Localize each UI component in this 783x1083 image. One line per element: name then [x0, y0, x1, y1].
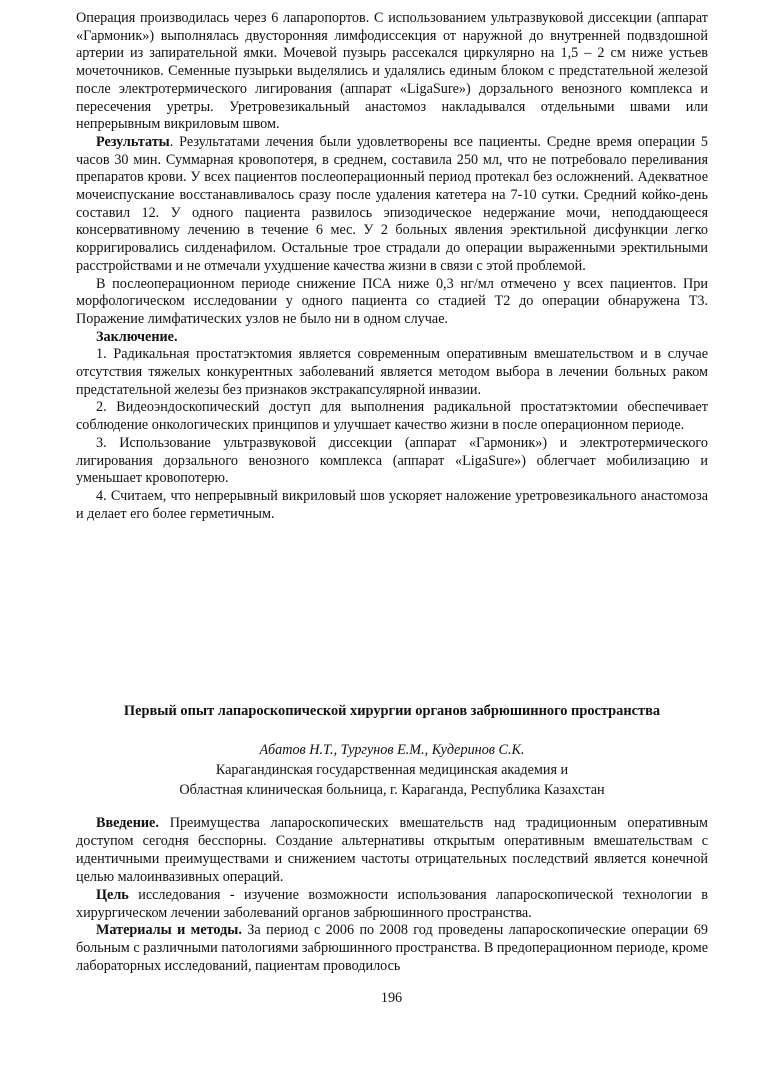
aim-paragraph	[76, 887, 708, 923]
aim-text: исследования - изучение возможности использования лапароскопической технологии в хирургическом лечении заболеваний органов забрюшинного пространства.	[76, 886, 708, 921]
article-body	[76, 815, 708, 976]
intro-text: Преимущества лапароскопических вмешательств над традиционным оперативным доступом сегодня бесспорны. Создание альтернативы открытым оперативным вмешательствам с идентичными преимуществами и снижением частоты отрицательных последствий является конечной целью малоинвазивных операций.	[76, 815, 708, 885]
results-paragraph	[76, 134, 708, 276]
materials-paragraph	[76, 922, 708, 976]
page-number: 196	[380, 990, 403, 1006]
materials-heading: Материалы и методы.	[96, 922, 242, 939]
psa-paragraph: В послеоперационном периоде снижение ПСА ниже 0,3 нг/мл отмечено у всех пациентов. При морфологическом исследовании у одного пациента со стадией Т2 до операции обнаружена Т3. Поражение лимфатических узлов не было ни в одном случае.	[76, 275, 708, 327]
article-continuation	[76, 10, 708, 523]
affiliation-line-2: Областная клиническая больница, г. Караганда, Республика Казахстан	[179, 782, 605, 798]
aim-heading: Цель	[96, 886, 129, 903]
affiliation-line-1: Карагандинская государственная медицинская академия и	[215, 762, 569, 778]
article-byline	[76, 740, 708, 800]
conclusion-item-1: 1. Радикальная простатэктомия является современным оперативным вмешательством и в случае отсутствия тяжелых конкурентных заболеваний является методом выбора в лечении больных раком предстательной железы без признаков экстракапсулярной инвазии.	[76, 346, 708, 398]
article-title: Первый опыт лапароскопической хирургии органов забрюшинного пространства	[123, 703, 661, 719]
conclusion-item-4: 4. Считаем, что непрерывный викриловый шов ускоряет наложение уретровезикального анастомоза и делает его более герметичным.	[76, 487, 708, 522]
methods-paragraph: Операция производилась через 6 лапаропортов. С использованием ультразвуковой диссекции (аппарат «Гармоник») выполнялась двусторонняя лимфодиссекция от наружной до внутренней подвздошной артерии из запирательной ямки. Мочевой пузырь рассекался циркулярно на 1,5 – 2 см ниже устьев мочеточников. Семенные пузырьки выделялись и удалялись единым блоком с предстательной железой после электротермического лигирования (аппарат «LigaSure») дорзального венозного комплекса и пересечения уретры. Уретровезикальный анастомоз накладывался отдельными швами или непрерывным викриловым швом.	[76, 10, 708, 133]
authors: Абатов Н.Т., Тургунов Е.М., Кудеринов С.К.	[259, 742, 525, 758]
intro-heading: Введение.	[96, 815, 159, 831]
materials-text: За период с 2006 по 2008 год проведены лапароскопические операции 69 больным с различными патологиями забрюшинного пространства. В предоперационном периоде, кроме лабораторных исследований, пациентам проводилось	[76, 922, 708, 975]
conclusion-item-2: 2. Видеоэндоскопический доступ для выполнения радикальной простатэктомии обеспечивает соблюдение онкологических принципов и улучшает качество жизни в после операционном периоде.	[76, 399, 708, 434]
conclusion-heading: Заключение.	[96, 328, 178, 345]
intro-paragraph	[76, 815, 708, 887]
conclusion-item-3: 3. Использование ультразвуковой диссекции (аппарат «Гармоник») и электротермического лигирования дорзального венозного комплекса (аппарат «LigaSure») облегчает мобилизацию и уменьшает кровопотерю.	[76, 434, 708, 487]
results-text: . Результатами лечения были удовлетворены все пациенты. Средне время операции 5 часов 30 мин. Суммарная кровопотеря, в среднем, составила 250 мл, что не потребовало переливания препаратов крови. У всех пациентов послеоперационный период протекал без осложнений. Адекватное мочеиспускание восстанавливалось сразу после удаления катетера на 7-10 сутки. Средний койко-день составил 12. У одного пациента развилось эпизодическое недержание мочи, неподдающееся консервативному лечению в течение 6 мес. У 2 больных явления эректильной дисфункции легко корригировались силденафилом. Остальные трое страдали до операции выраженными эректильными расстройствами и не отмечали ухудшение качества жизни в связи с этой проблемой.	[76, 133, 708, 274]
results-heading: Результаты	[96, 133, 170, 150]
